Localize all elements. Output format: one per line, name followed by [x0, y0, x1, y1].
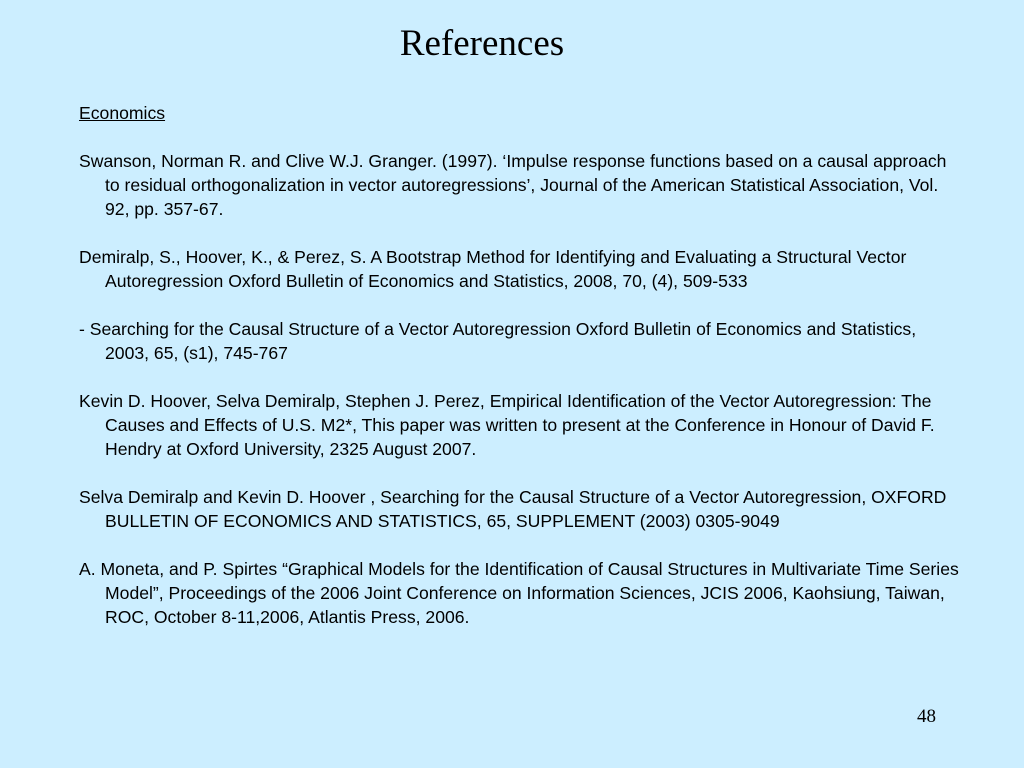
reference-item: Kevin D. Hoover, Selva Demiralp, Stephen J. Perez, Empirical Identification of the Vector Autoregression: The Causes and Effects of U.S. M2*, This paper was written to present at the Conference in Honour of David F. Hendry at Oxford University, 2325 August 2007. — [79, 391, 935, 459]
reference-item: Selva Demiralp and Kevin D. Hoover , Searching for the Causal Structure of a Vector Autoregression, OXFORD BULLETIN OF ECONOMICS AND STATISTICS, 65, SUPPLEMENT (2003) 0305-9049 — [79, 487, 947, 531]
page-number: 48 — [917, 706, 936, 727]
reference-item: Demiralp, S., Hoover, K., & Perez, S. A Bootstrap Method for Identifying and Evaluating a Structural Vector Autoregression Oxford Bulletin of Economics and Statistics, 2008, 70, (4), 509-533 — [79, 247, 907, 291]
section-heading-economics: Economics — [79, 103, 166, 123]
references-body — [79, 101, 959, 653]
reference-item: Swanson, Norman R. and Clive W.J. Granger. (1997). ‘Impulse response functions based on a causal approach to residual orthogonalization in vector autoregressions’, Journal of the American Statistical Association, Vol. 92, pp. 357-67. — [79, 151, 947, 219]
slide-title: References — [399, 23, 565, 64]
reference-item: A. Moneta, and P. Spirtes “Graphical Models for the Identification of Causal Structures in Multivariate Time Series Model”, Proceedings of the 2006 Joint Conference on Information Sciences, JCIS 2006, Kaohsiung, Taiwan, ROC, October 8-11,2006, Atlantis Press, 2006. — [79, 559, 959, 627]
reference-item: - Searching for the Causal Structure of a Vector Autoregression Oxford Bulletin of Economics and Statistics, 2003, 65, (s1), 745-767 — [79, 319, 917, 363]
